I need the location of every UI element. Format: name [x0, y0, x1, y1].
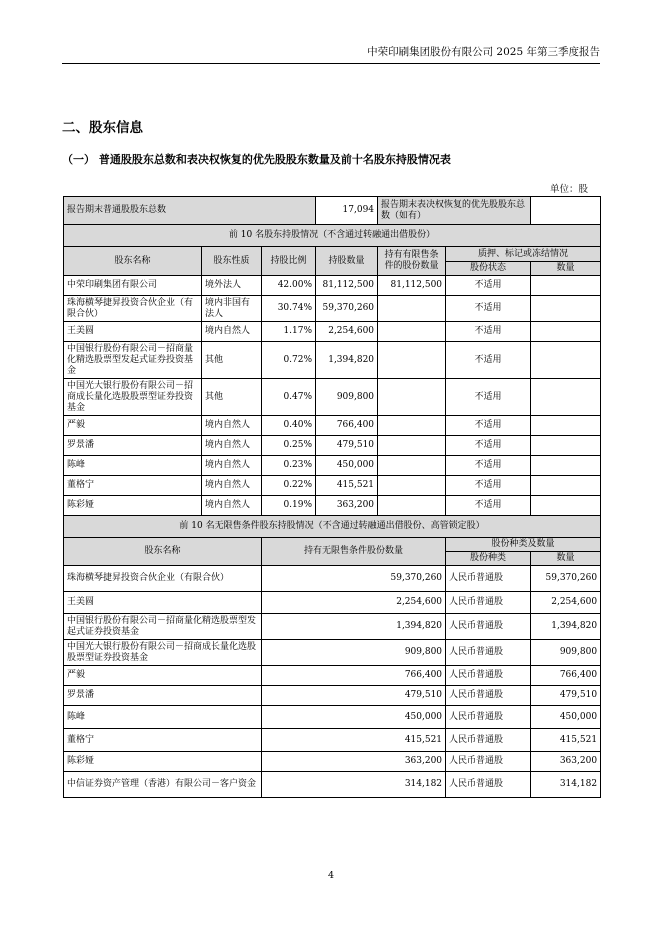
- share-kind: 人民币普通股: [446, 706, 531, 729]
- table-row: [64, 614, 601, 640]
- unrestricted-quantity: 363,200: [262, 752, 446, 772]
- holding-quantity: 909,800: [316, 379, 378, 416]
- shareholder-table: [63, 196, 601, 798]
- pledge-status: 不适用: [446, 436, 531, 456]
- header-pledge: 质押、标记或冻结情况: [446, 247, 601, 262]
- shareholder-name: 罗景潘: [64, 436, 202, 456]
- share-kind: 人民币普通股: [446, 666, 531, 686]
- restricted-quantity: [378, 476, 446, 496]
- restricted-quantity: 81,112,500: [378, 276, 446, 296]
- holding-quantity: 1,394,820: [316, 342, 378, 379]
- holding-ratio: 0.22%: [262, 476, 316, 496]
- table-row: [64, 706, 601, 729]
- share-kind: 人民币普通股: [446, 566, 531, 592]
- shareholder-nature: 境内自然人: [202, 322, 262, 342]
- shareholder-nature: 其他: [202, 379, 262, 416]
- table-row: [64, 342, 601, 379]
- preferred-holders-value: [531, 197, 601, 225]
- holding-quantity: 479,510: [316, 436, 378, 456]
- table-row: [64, 729, 601, 752]
- header-u-qty: 持有无限售条件股份数量: [262, 538, 446, 566]
- unit-label: 单位：股: [549, 184, 588, 195]
- unrestricted-quantity: 766,400: [262, 666, 446, 686]
- subsection-title: （一） 普通股股东总数和表决权恢复的优先股股东数量及前十名股东持股情况表: [62, 153, 451, 166]
- shareholder-name: 陈彩娅: [64, 496, 202, 516]
- preferred-holders-label: 报告期末表决权恢复的优先股股东总数（如有）: [378, 197, 531, 225]
- pledge-status: 不适用: [446, 496, 531, 516]
- shareholder-nature: 境外法人: [202, 276, 262, 296]
- table-row: [64, 296, 601, 322]
- table-row: [64, 322, 601, 342]
- header-u-amount: 数量: [531, 552, 601, 566]
- table-row: [64, 666, 601, 686]
- header-qty: 持股数量: [316, 247, 378, 276]
- header-u-name: 股东名称: [64, 538, 262, 566]
- top10-title: 前 10 名股东持股情况（不含通过转融通出借股份）: [64, 225, 601, 247]
- section-title: 二、股东信息: [62, 120, 143, 136]
- top10-header-row: [64, 247, 601, 262]
- shareholder-name: 中信证券资产管理（香港）有限公司－客户资金: [64, 772, 262, 798]
- share-kind: 人民币普通股: [446, 752, 531, 772]
- holding-ratio: 0.19%: [262, 496, 316, 516]
- header-amount: 数量: [531, 262, 601, 276]
- pledge-amount: [531, 276, 601, 296]
- pledge-amount: [531, 436, 601, 456]
- table-row: [64, 416, 601, 436]
- unrestricted-quantity: 479,510: [262, 686, 446, 706]
- unrestricted-quantity: 450,000: [262, 706, 446, 729]
- share-amount: 2,254,600: [531, 592, 601, 614]
- shareholder-name: 董格宁: [64, 729, 262, 752]
- holding-quantity: 766,400: [316, 416, 378, 436]
- pledge-amount: [531, 476, 601, 496]
- table-row: [64, 496, 601, 516]
- pledge-status: 不适用: [446, 476, 531, 496]
- holding-quantity: 415,521: [316, 476, 378, 496]
- holding-quantity: 450,000: [316, 456, 378, 476]
- header-kind-group: 股份种类及数量: [446, 538, 601, 552]
- pledge-status: 不适用: [446, 416, 531, 436]
- shareholder-name: 王美圆: [64, 592, 262, 614]
- shareholder-name: 中国光大银行股份有限公司－招商成长量化选股股票型证券投资基金: [64, 379, 202, 416]
- share-amount: 415,521: [531, 729, 601, 752]
- shareholder-name: 陈峰: [64, 706, 262, 729]
- shareholder-name: 罗景潘: [64, 686, 262, 706]
- holding-ratio: 0.25%: [262, 436, 316, 456]
- pledge-amount: [531, 322, 601, 342]
- unrestricted-quantity: 415,521: [262, 729, 446, 752]
- common-holders-value: 17,094: [316, 197, 378, 225]
- shareholder-name: 董格宁: [64, 476, 202, 496]
- restricted-quantity: [378, 416, 446, 436]
- holding-ratio: 42.00%: [262, 276, 316, 296]
- shareholder-nature: 境内自然人: [202, 496, 262, 516]
- pledge-status: 不适用: [446, 276, 531, 296]
- header-kind: 股份种类: [446, 552, 531, 566]
- table-row: [64, 592, 601, 614]
- pledge-amount: [531, 456, 601, 476]
- header-ratio: 持股比例: [262, 247, 316, 276]
- shareholder-name: 王美圆: [64, 322, 202, 342]
- share-amount: 314,182: [531, 772, 601, 798]
- page-number: 4: [327, 870, 335, 881]
- holding-quantity: 59,370,260: [316, 296, 378, 322]
- holding-ratio: 0.47%: [262, 379, 316, 416]
- shareholder-name: 珠海横琴捷昇投资合伙企业（有限合伙）: [64, 296, 202, 322]
- pledge-status: 不适用: [446, 296, 531, 322]
- table-row: [64, 752, 601, 772]
- share-amount: 909,800: [531, 640, 601, 666]
- pledge-amount: [531, 416, 601, 436]
- holding-ratio: 30.74%: [262, 296, 316, 322]
- shareholder-name: 中国银行股份有限公司－招商量化精选股票型发起式证券投资基金: [64, 614, 262, 640]
- share-kind: 人民币普通股: [446, 640, 531, 666]
- share-amount: 59,370,260: [531, 566, 601, 592]
- restricted-quantity: [378, 322, 446, 342]
- pledge-amount: [531, 296, 601, 322]
- shareholder-nature: 境内自然人: [202, 436, 262, 456]
- share-kind: 人民币普通股: [446, 686, 531, 706]
- shareholder-nature: 境内非国有法人: [202, 296, 262, 322]
- restricted-quantity: [378, 436, 446, 456]
- share-amount: 479,510: [531, 686, 601, 706]
- unrestricted-quantity: 1,394,820: [262, 614, 446, 640]
- common-holders-label: 报告期末普通股股东总数: [64, 197, 316, 225]
- unrestricted-quantity: 314,182: [262, 772, 446, 798]
- pledge-amount: [531, 379, 601, 416]
- unrestricted-quantity: 2,254,600: [262, 592, 446, 614]
- pledge-status: 不适用: [446, 379, 531, 416]
- holding-ratio: 1.17%: [262, 322, 316, 342]
- unrestricted-quantity: 59,370,260: [262, 566, 446, 592]
- share-kind: 人民币普通股: [446, 772, 531, 798]
- table-row: [64, 566, 601, 592]
- holding-ratio: 0.72%: [262, 342, 316, 379]
- shareholder-name: 严毅: [64, 666, 262, 686]
- shareholder-nature: 境内自然人: [202, 416, 262, 436]
- shareholder-name: 陈彩娅: [64, 752, 262, 772]
- table-row: [64, 640, 601, 666]
- table-row: [64, 686, 601, 706]
- table-row: [64, 456, 601, 476]
- unrestricted-header-row: [64, 538, 601, 552]
- restricted-quantity: [378, 496, 446, 516]
- pledge-status: 不适用: [446, 342, 531, 379]
- shareholder-nature: 境内自然人: [202, 456, 262, 476]
- share-amount: 1,394,820: [531, 614, 601, 640]
- restricted-quantity: [378, 342, 446, 379]
- table-row: [64, 772, 601, 798]
- shareholder-nature: 其他: [202, 342, 262, 379]
- holding-quantity: 81,112,500: [316, 276, 378, 296]
- pledge-amount: [531, 342, 601, 379]
- holding-quantity: 2,254,600: [316, 322, 378, 342]
- shareholder-name: 中国银行股份有限公司－招商量化精选股票型发起式证券投资基金: [64, 342, 202, 379]
- summary-row: [64, 197, 601, 225]
- shareholder-name: 中国光大银行股份有限公司－招商成长量化选股股票型证券投资基金: [64, 640, 262, 666]
- unrestricted-quantity: 909,800: [262, 640, 446, 666]
- shareholder-name: 中荣印刷集团有限公司: [64, 276, 202, 296]
- header-status: 股份状态: [446, 262, 531, 276]
- table-row: [64, 476, 601, 496]
- pledge-status: 不适用: [446, 322, 531, 342]
- table-row: [64, 276, 601, 296]
- shareholder-nature: 境内自然人: [202, 476, 262, 496]
- header-name: 股东名称: [64, 247, 202, 276]
- share-amount: 363,200: [531, 752, 601, 772]
- holding-ratio: 0.23%: [262, 456, 316, 476]
- share-kind: 人民币普通股: [446, 729, 531, 752]
- page-header: 中荣印刷集团股份有限公司 2025 年第三季度报告: [62, 44, 600, 64]
- shareholder-name: 珠海横琴捷昇投资合伙企业（有限合伙）: [64, 566, 262, 592]
- share-amount: 450,000: [531, 706, 601, 729]
- unrestricted-title: 前 10 名无限售条件股东持股情况（不含通过转融通出借股份、高管锁定股）: [64, 516, 601, 538]
- header-nature: 股东性质: [202, 247, 262, 276]
- restricted-quantity: [378, 379, 446, 416]
- share-amount: 766,400: [531, 666, 601, 686]
- restricted-quantity: [378, 456, 446, 476]
- holding-quantity: 363,200: [316, 496, 378, 516]
- table-row: [64, 379, 601, 416]
- share-kind: 人民币普通股: [446, 592, 531, 614]
- shareholder-name: 陈峰: [64, 456, 202, 476]
- pledge-status: 不适用: [446, 456, 531, 476]
- header-restricted: 持有有限售条件的股份数量: [378, 247, 446, 276]
- shareholder-name: 严毅: [64, 416, 202, 436]
- holding-ratio: 0.40%: [262, 416, 316, 436]
- pledge-amount: [531, 496, 601, 516]
- restricted-quantity: [378, 296, 446, 322]
- share-kind: 人民币普通股: [446, 614, 531, 640]
- table-row: [64, 436, 601, 456]
